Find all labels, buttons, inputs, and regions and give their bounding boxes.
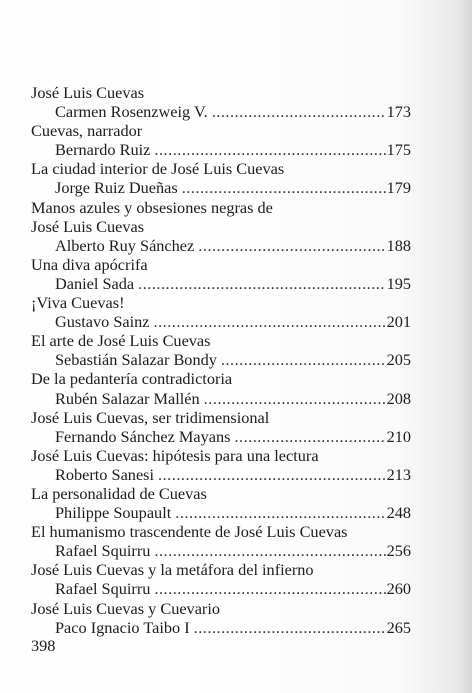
toc-entry-title: De la pedantería contradictoria — [31, 369, 233, 389]
toc-entry-title: Una diva apócrifa — [31, 254, 148, 274]
toc-entry-page: 256 — [386, 541, 411, 561]
toc-entry-page: 188 — [386, 235, 411, 255]
toc-entry-author-line — [31, 350, 411, 369]
toc-entry-title: José Luis Cuevas y la metáfora del infierno — [31, 560, 314, 580]
toc-entry — [31, 255, 411, 293]
dot-leader — [194, 618, 386, 637]
toc-entry-author: Alberto Ruy Sánchez — [55, 235, 195, 255]
toc-entry-author-line — [31, 427, 411, 446]
toc-entry — [31, 484, 411, 522]
toc-entry — [31, 293, 411, 331]
toc-entry-page: 265 — [386, 617, 411, 637]
toc-entry-author-line — [31, 389, 411, 408]
toc-entry-author: Paco Ignacio Taibo I — [55, 617, 190, 637]
dot-leader — [158, 465, 386, 484]
toc-entry — [31, 408, 411, 446]
toc-entry — [31, 83, 411, 121]
toc-entry-page: 248 — [386, 503, 411, 523]
toc-entry-author-line — [31, 312, 411, 331]
toc-entry — [31, 446, 411, 484]
dot-leader — [182, 178, 386, 197]
toc-entry-title: Cuevas, narrador — [31, 121, 143, 141]
toc-entry-author: Bernardo Ruiz — [55, 140, 151, 160]
toc-entry-author-line — [31, 618, 411, 637]
toc-entry-author: Carmen Rosenzweig V. — [55, 102, 208, 122]
toc-entry-page: 205 — [386, 350, 411, 370]
dot-leader — [154, 579, 385, 598]
toc-entry-author-line — [31, 503, 411, 522]
toc-entry-title: Manos azules y obsesiones negras de — [31, 197, 273, 217]
toc-entry-page: 260 — [386, 579, 411, 599]
toc-entry — [31, 369, 411, 407]
toc-entry — [31, 331, 411, 369]
toc-entry-author-line — [31, 541, 411, 560]
toc-entry-author: Rafael Squirru — [55, 541, 151, 561]
toc-entry — [31, 159, 411, 197]
toc-entry — [31, 560, 411, 598]
toc-entry-author: Jorge Ruiz Dueñas — [55, 178, 178, 198]
toc-entry-author-line — [31, 140, 411, 159]
toc-entry-page: 173 — [386, 102, 411, 122]
toc-entry-title: La ciudad interior de José Luis Cuevas — [31, 159, 285, 179]
toc-entry-page: 195 — [386, 273, 411, 293]
toc-entry-page: 179 — [386, 178, 411, 198]
toc-entry-page: 213 — [386, 464, 411, 484]
toc-entry-author: Sebastián Salazar Bondy — [55, 350, 217, 370]
dot-leader — [204, 389, 386, 408]
toc-entry-page: 175 — [386, 140, 411, 160]
toc-entry-author-line — [31, 579, 411, 598]
toc-entry — [31, 121, 411, 159]
toc-entry-title: El humanismo trascendente de José Luis Cuevas — [31, 522, 348, 542]
toc-entry-title: José Luis Cuevas — [31, 83, 145, 102]
dot-leader — [154, 140, 385, 159]
toc-entry-page: 208 — [386, 388, 411, 408]
toc-entry-title: ¡Viva Cuevas! — [31, 293, 125, 313]
toc-entry-title: La personalidad de Cuevas — [31, 483, 207, 503]
page-number: 398 — [31, 636, 56, 655]
toc-entry-author: Fernando Sánchez Mayans — [55, 426, 231, 446]
toc-entry — [31, 599, 411, 637]
toc-entry-author-line — [31, 465, 411, 484]
toc-entry-author-line — [31, 236, 411, 255]
toc-entry-author: Roberto Sanesi — [55, 464, 155, 484]
toc-entry-author: Philippe Soupault — [55, 503, 172, 523]
toc-entry-title: José Luis Cuevas — [31, 216, 145, 236]
toc-entry-title: José Luis Cuevas y Cuevario — [31, 598, 221, 618]
toc-entry-title: José Luis Cuevas, ser tridimensional — [31, 407, 270, 427]
toc-entry-author: Rubén Salazar Mallén — [55, 388, 200, 408]
dot-leader — [234, 427, 385, 446]
toc-entry-author: Daniel Sada — [55, 273, 135, 293]
table-of-contents — [31, 83, 411, 637]
toc-entry — [31, 522, 411, 560]
toc-entry-title: José Luis Cuevas: hipótesis para una lectura — [31, 445, 319, 465]
dot-leader — [212, 102, 386, 121]
toc-entry-page: 201 — [386, 312, 411, 332]
toc-entry-author: Rafael Squirru — [55, 579, 151, 599]
toc-entry — [31, 198, 411, 255]
toc-entry-author: Gustavo Sainz — [55, 312, 150, 332]
toc-entry-title: El arte de José Luis Cuevas — [31, 331, 211, 351]
dot-leader — [175, 503, 385, 522]
dot-leader — [138, 274, 385, 293]
toc-entry-author-line — [31, 102, 411, 121]
toc-entry-author-line — [31, 274, 411, 293]
dot-leader — [154, 312, 386, 331]
dot-leader — [198, 236, 385, 255]
toc-entry-author-line — [31, 178, 411, 197]
dot-leader — [221, 350, 386, 369]
dot-leader — [154, 541, 385, 560]
toc-entry-page: 210 — [386, 426, 411, 446]
